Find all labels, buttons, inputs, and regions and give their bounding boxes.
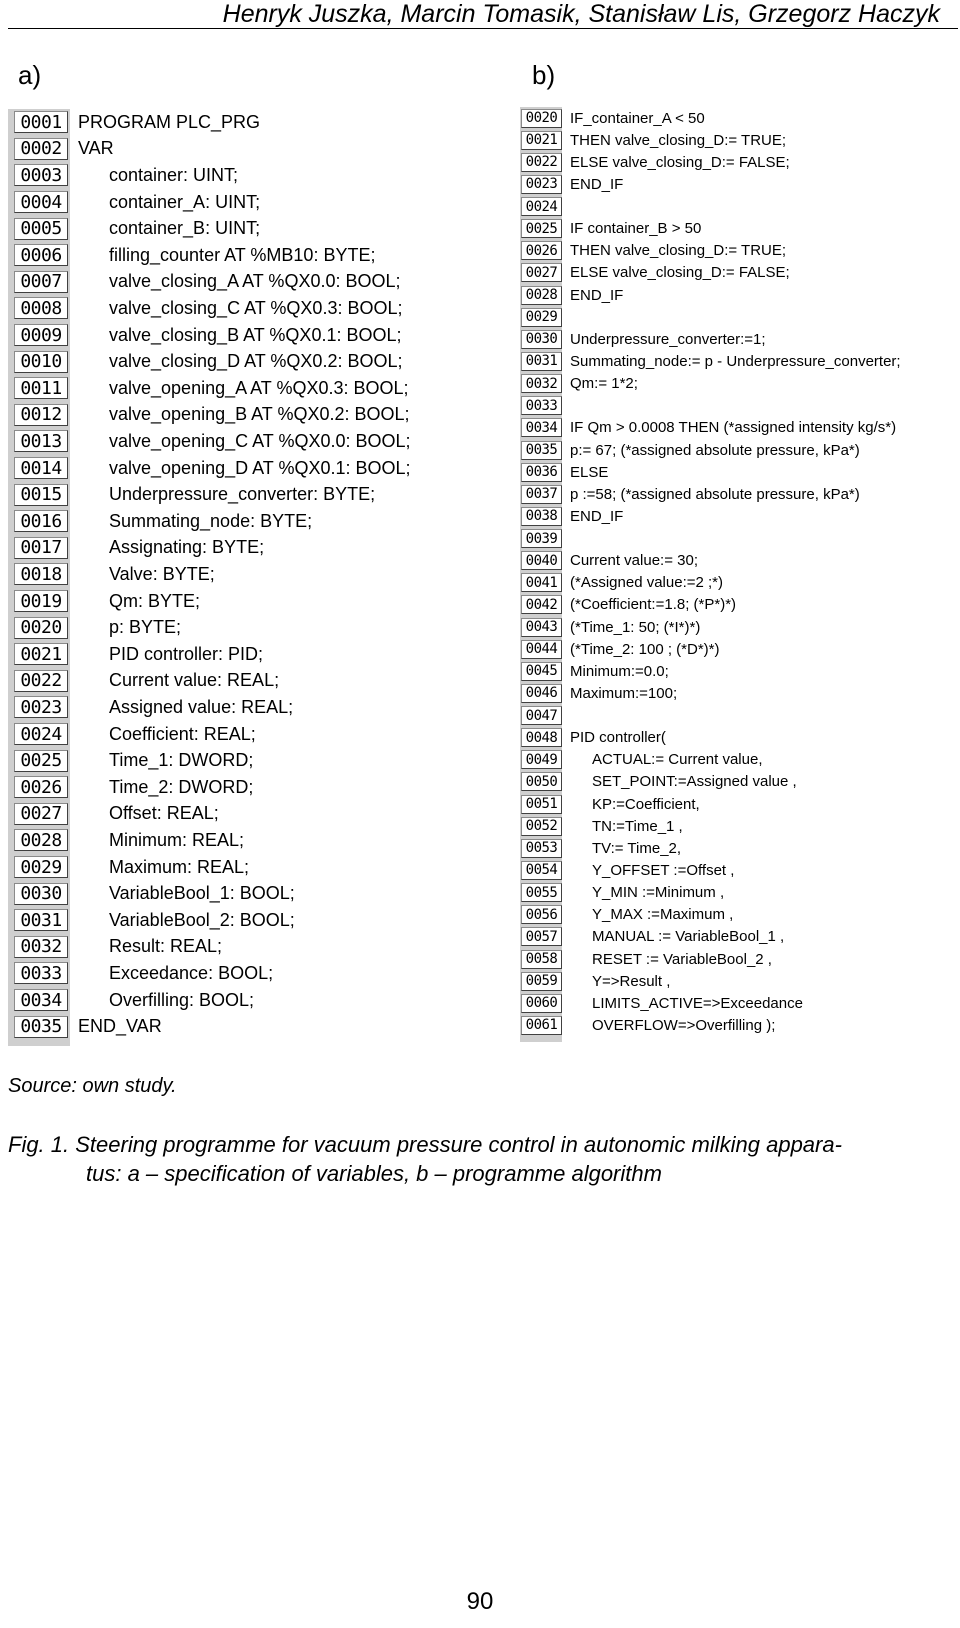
line-number: 0056 — [521, 905, 562, 924]
code-line — [520, 948, 950, 970]
code-text: (*Coefficient:=1.8; (*P*)*) — [570, 596, 737, 614]
line-number: 0025 — [14, 750, 68, 772]
line-number: 0028 — [521, 286, 562, 305]
code-line — [520, 550, 950, 572]
program-algorithm-editor — [520, 107, 950, 1042]
code-text: valve_opening_D AT %QX0.1: BOOL; — [109, 457, 411, 478]
variable-declaration-editor — [8, 109, 493, 1046]
code-text: valve_closing_D AT %QX0.2: BOOL; — [109, 351, 403, 372]
code-line — [8, 269, 493, 296]
code-line — [520, 107, 950, 129]
line-number: 0030 — [14, 883, 68, 905]
code-text: valve_closing_C AT %QX0.3: BOOL; — [109, 297, 403, 318]
line-number: 0020 — [521, 109, 562, 128]
header-rule — [8, 28, 958, 29]
line-number: 0036 — [521, 463, 562, 482]
code-text: container: UINT; — [109, 164, 239, 185]
line-number: 0024 — [521, 197, 562, 216]
code-text: RESET := VariableBool_2 , — [592, 950, 772, 968]
code-text: VariableBool_2: BOOL; — [109, 909, 295, 930]
line-number: 0007 — [14, 271, 68, 293]
code-line — [8, 348, 493, 375]
line-number: 0060 — [521, 994, 562, 1013]
code-text: container_B: UINT; — [109, 218, 261, 239]
code-line — [520, 196, 950, 218]
code-text: TN:=Time_1 , — [592, 817, 683, 835]
code-line — [520, 815, 950, 837]
line-number: 0004 — [14, 191, 68, 213]
code-line — [520, 306, 950, 328]
code-text: Y_MIN :=Minimum , — [592, 884, 725, 902]
line-number: 0001 — [14, 111, 68, 133]
code-line — [520, 638, 950, 660]
line-number: 0061 — [521, 1016, 562, 1035]
code-line — [8, 854, 493, 881]
code-text: END_IF — [570, 507, 624, 525]
code-line — [8, 455, 493, 482]
line-number: 0043 — [521, 618, 562, 637]
code-text: VariableBool_1: BOOL; — [109, 883, 295, 904]
code-line — [8, 481, 493, 508]
panel-b-label: b) — [532, 60, 556, 90]
code-line — [520, 837, 950, 859]
caption-line-2: tus: a – specification of variables, b – programme algorithm — [86, 1161, 662, 1186]
code-line — [520, 461, 950, 483]
code-line — [520, 173, 950, 195]
code-line — [520, 151, 950, 173]
code-text: Offset: REAL; — [109, 803, 219, 824]
code-text: container_A: UINT; — [109, 191, 261, 212]
code-text: TV:= Time_2, — [592, 839, 682, 857]
code-line — [520, 705, 950, 727]
code-line — [8, 774, 493, 801]
source-note: Source: own study. — [8, 1075, 177, 1097]
line-number: 0015 — [14, 484, 68, 506]
code-line — [8, 721, 493, 748]
line-number: 0057 — [521, 927, 562, 946]
line-number: 0009 — [14, 324, 68, 346]
line-number: 0003 — [14, 164, 68, 186]
code-line — [8, 136, 493, 163]
code-text: THEN valve_closing_D:= TRUE; — [570, 242, 787, 260]
code-text: Summating_node: BYTE; — [109, 510, 313, 531]
code-line — [8, 668, 493, 695]
code-text: OVERFLOW=>Overfilling ); — [592, 1016, 776, 1034]
code-line — [520, 727, 950, 749]
line-number: 0053 — [521, 839, 562, 858]
code-text: valve_closing_B AT %QX0.1: BOOL; — [109, 324, 402, 345]
line-number: 0026 — [521, 241, 562, 260]
line-number: 0048 — [521, 728, 562, 747]
code-line — [520, 594, 950, 616]
line-number: 0050 — [521, 772, 562, 791]
code-line — [520, 284, 950, 306]
line-number: 0031 — [14, 909, 68, 931]
code-line — [520, 350, 950, 372]
code-line — [8, 641, 493, 668]
code-line — [520, 395, 950, 417]
line-number: 0029 — [14, 856, 68, 878]
code-line — [8, 402, 493, 429]
code-line — [520, 505, 950, 527]
code-text: Assigned value: REAL; — [109, 696, 294, 717]
line-number: 0016 — [14, 510, 68, 532]
panel-a-label: a) — [18, 60, 42, 90]
code-line — [520, 527, 950, 549]
code-line — [8, 934, 493, 961]
code-line — [8, 987, 493, 1014]
code-text: Time_2: DWORD; — [109, 776, 254, 797]
code-line — [520, 439, 950, 461]
code-line — [520, 218, 950, 240]
code-text: IF_container_A < 50 — [570, 109, 705, 127]
code-text: Y_MAX :=Maximum , — [592, 906, 734, 924]
code-text: (*Time_1: 50; (*I*)*) — [570, 618, 701, 636]
line-number: 0013 — [14, 430, 68, 452]
line-number: 0028 — [14, 829, 68, 851]
code-line — [520, 572, 950, 594]
code-text: KP:=Coefficient, — [592, 795, 700, 813]
line-number: 0055 — [521, 883, 562, 902]
line-number: 0038 — [521, 507, 562, 526]
code-line — [8, 694, 493, 721]
header-authors: Henryk Juszka, Marcin Tomasik, Stanisław Lis, Grzegorz Haczyk — [222, 0, 940, 28]
line-number: 0032 — [14, 936, 68, 958]
code-text: ELSE — [570, 463, 609, 481]
code-line — [8, 428, 493, 455]
code-line — [8, 535, 493, 562]
code-text: LIMITS_ACTIVE=>Exceedance — [592, 994, 803, 1012]
line-number: 0024 — [14, 723, 68, 745]
code-line — [8, 375, 493, 402]
code-line — [520, 616, 950, 638]
caption-line-1: Fig. 1. Steering programme for vacuum pressure control in autonomic milking appara- — [8, 1132, 842, 1157]
code-line — [520, 417, 950, 439]
code-line — [8, 801, 493, 828]
line-number: 0042 — [521, 595, 562, 614]
line-number: 0044 — [521, 640, 562, 659]
code-text: Overfilling: BOOL; — [109, 989, 255, 1010]
line-number: 0027 — [521, 263, 562, 282]
line-number: 0051 — [521, 795, 562, 814]
code-text: THEN valve_closing_D:= TRUE; — [570, 131, 787, 149]
line-number: 0018 — [14, 563, 68, 585]
code-line — [520, 793, 950, 815]
code-text: MANUAL := VariableBool_1 , — [592, 928, 785, 946]
line-number: 0045 — [521, 662, 562, 681]
code-line — [8, 215, 493, 242]
code-line — [8, 162, 493, 189]
line-number: 0058 — [521, 950, 562, 969]
code-line — [8, 189, 493, 216]
code-text: END_IF — [570, 175, 624, 193]
line-number: 0022 — [14, 670, 68, 692]
code-text: IF Qm > 0.0008 THEN (*assigned intensity kg/s*) — [570, 419, 897, 437]
line-number: 0005 — [14, 218, 68, 240]
running-header — [8, 0, 958, 40]
line-number: 0017 — [14, 537, 68, 559]
figure-caption — [8, 1130, 948, 1188]
code-text: Maximum:=100; — [570, 684, 678, 702]
line-number: 0059 — [521, 972, 562, 991]
line-number: 0034 — [14, 989, 68, 1011]
page-number: 90 — [466, 1588, 494, 1615]
code-line — [8, 747, 493, 774]
line-number: 0022 — [521, 153, 562, 172]
line-number: 0023 — [521, 175, 562, 194]
code-text: Y=>Result , — [592, 972, 671, 990]
code-text: PROGRAM PLC_PRG — [78, 111, 261, 132]
line-number: 0006 — [14, 244, 68, 266]
code-text: p: BYTE; — [109, 617, 182, 638]
code-text: Valve: BYTE; — [109, 563, 215, 584]
code-line — [8, 1013, 493, 1040]
code-line — [8, 242, 493, 269]
code-text: (*Assigned value:=2 ;*) — [570, 574, 724, 592]
line-number: 0011 — [14, 377, 68, 399]
code-line — [8, 295, 493, 322]
code-line — [8, 827, 493, 854]
code-line — [520, 682, 950, 704]
code-line — [520, 970, 950, 992]
line-number: 0030 — [521, 330, 562, 349]
code-line — [8, 561, 493, 588]
code-text: valve_opening_B AT %QX0.2: BOOL; — [109, 404, 410, 425]
line-number: 0019 — [14, 590, 68, 612]
line-number: 0046 — [521, 684, 562, 703]
code-text: Minimum:=0.0; — [570, 662, 669, 680]
code-line — [8, 880, 493, 907]
code-text: SET_POINT:=Assigned value , — [592, 773, 797, 791]
line-number: 0052 — [521, 817, 562, 836]
line-number: 0035 — [521, 441, 562, 460]
line-number: 0033 — [521, 396, 562, 415]
line-number: 0049 — [521, 750, 562, 769]
line-number: 0002 — [14, 138, 68, 160]
code-text: valve_opening_A AT %QX0.3: BOOL; — [109, 377, 409, 398]
code-text: END_IF — [570, 286, 624, 304]
line-number: 0034 — [521, 418, 562, 437]
line-number: 0023 — [14, 696, 68, 718]
code-text: PID controller( — [570, 729, 666, 747]
code-line — [8, 907, 493, 934]
code-text: Summating_node:= p - Underpressure_converter; — [570, 352, 901, 370]
line-number: 0010 — [14, 351, 68, 373]
code-line — [520, 749, 950, 771]
code-text: ACTUAL:= Current value, — [592, 751, 763, 769]
line-number: 0033 — [14, 962, 68, 984]
code-text: Exceedance: BOOL; — [109, 962, 274, 983]
code-line — [520, 373, 950, 395]
line-number: 0025 — [521, 219, 562, 238]
line-number: 0014 — [14, 457, 68, 479]
code-line — [8, 960, 493, 987]
line-number: 0047 — [521, 706, 562, 725]
code-text: p:= 67; (*assigned absolute pressure, kPa*) — [570, 441, 860, 459]
code-text: Coefficient: REAL; — [109, 723, 256, 744]
code-line — [520, 328, 950, 350]
code-text: Underpressure_converter:=1; — [570, 330, 766, 348]
code-line — [520, 926, 950, 948]
code-line — [520, 882, 950, 904]
code-line — [520, 129, 950, 151]
code-text: p :=58; (*assigned absolute pressure, kPa*) — [570, 485, 860, 503]
line-number: 0032 — [521, 374, 562, 393]
code-text: Qm: BYTE; — [109, 590, 201, 611]
line-number: 0031 — [521, 352, 562, 371]
code-line — [520, 262, 950, 284]
line-number: 0012 — [14, 404, 68, 426]
code-text: IF container_B > 50 — [570, 220, 702, 238]
code-text: END_VAR — [78, 1016, 162, 1037]
code-line — [520, 904, 950, 926]
code-text: filling_counter AT %MB10: BYTE; — [109, 244, 376, 265]
line-number: 0054 — [521, 861, 562, 880]
code-line — [8, 614, 493, 641]
code-text: valve_opening_C AT %QX0.0: BOOL; — [109, 430, 411, 451]
code-text: Current value:= 30; — [570, 552, 698, 570]
line-number: 0039 — [521, 529, 562, 548]
code-text: Result: REAL; — [109, 936, 223, 957]
code-text: ELSE valve_closing_D:= FALSE; — [570, 264, 790, 282]
line-number: 0021 — [521, 131, 562, 150]
code-text: Y_OFFSET :=Offset , — [592, 861, 735, 879]
line-number: 0040 — [521, 551, 562, 570]
code-text: Underpressure_converter: BYTE; — [109, 484, 376, 505]
code-text: valve_closing_A AT %QX0.0: BOOL; — [109, 271, 401, 292]
code-line — [8, 109, 493, 136]
line-number: 0008 — [14, 297, 68, 319]
code-line — [520, 859, 950, 881]
code-line — [520, 992, 950, 1014]
code-line — [8, 588, 493, 615]
line-number: 0037 — [521, 485, 562, 504]
code-text: Assignating: BYTE; — [109, 537, 265, 558]
code-text: Maximum: REAL; — [109, 856, 250, 877]
line-number: 0026 — [14, 776, 68, 798]
code-text: PID controller: PID; — [109, 643, 264, 664]
code-line — [8, 508, 493, 535]
line-number: 0021 — [14, 643, 68, 665]
line-number: 0041 — [521, 573, 562, 592]
line-number: 0035 — [14, 1016, 68, 1038]
code-text: Qm:= 1*2; — [570, 375, 638, 393]
code-line — [520, 240, 950, 262]
code-text: Time_1: DWORD; — [109, 750, 254, 771]
code-line — [520, 483, 950, 505]
line-number: 0029 — [521, 308, 562, 327]
code-line — [8, 322, 493, 349]
code-line — [520, 1014, 950, 1036]
code-text: ELSE valve_closing_D:= FALSE; — [570, 153, 790, 171]
line-number: 0020 — [14, 617, 68, 639]
line-number: 0027 — [14, 803, 68, 825]
code-text: (*Time_2: 100 ; (*D*)*) — [570, 640, 720, 658]
code-line — [520, 660, 950, 682]
code-text: Current value: REAL; — [109, 670, 280, 691]
code-text: Minimum: REAL; — [109, 829, 245, 850]
code-line — [520, 771, 950, 793]
code-text: VAR — [78, 138, 114, 159]
